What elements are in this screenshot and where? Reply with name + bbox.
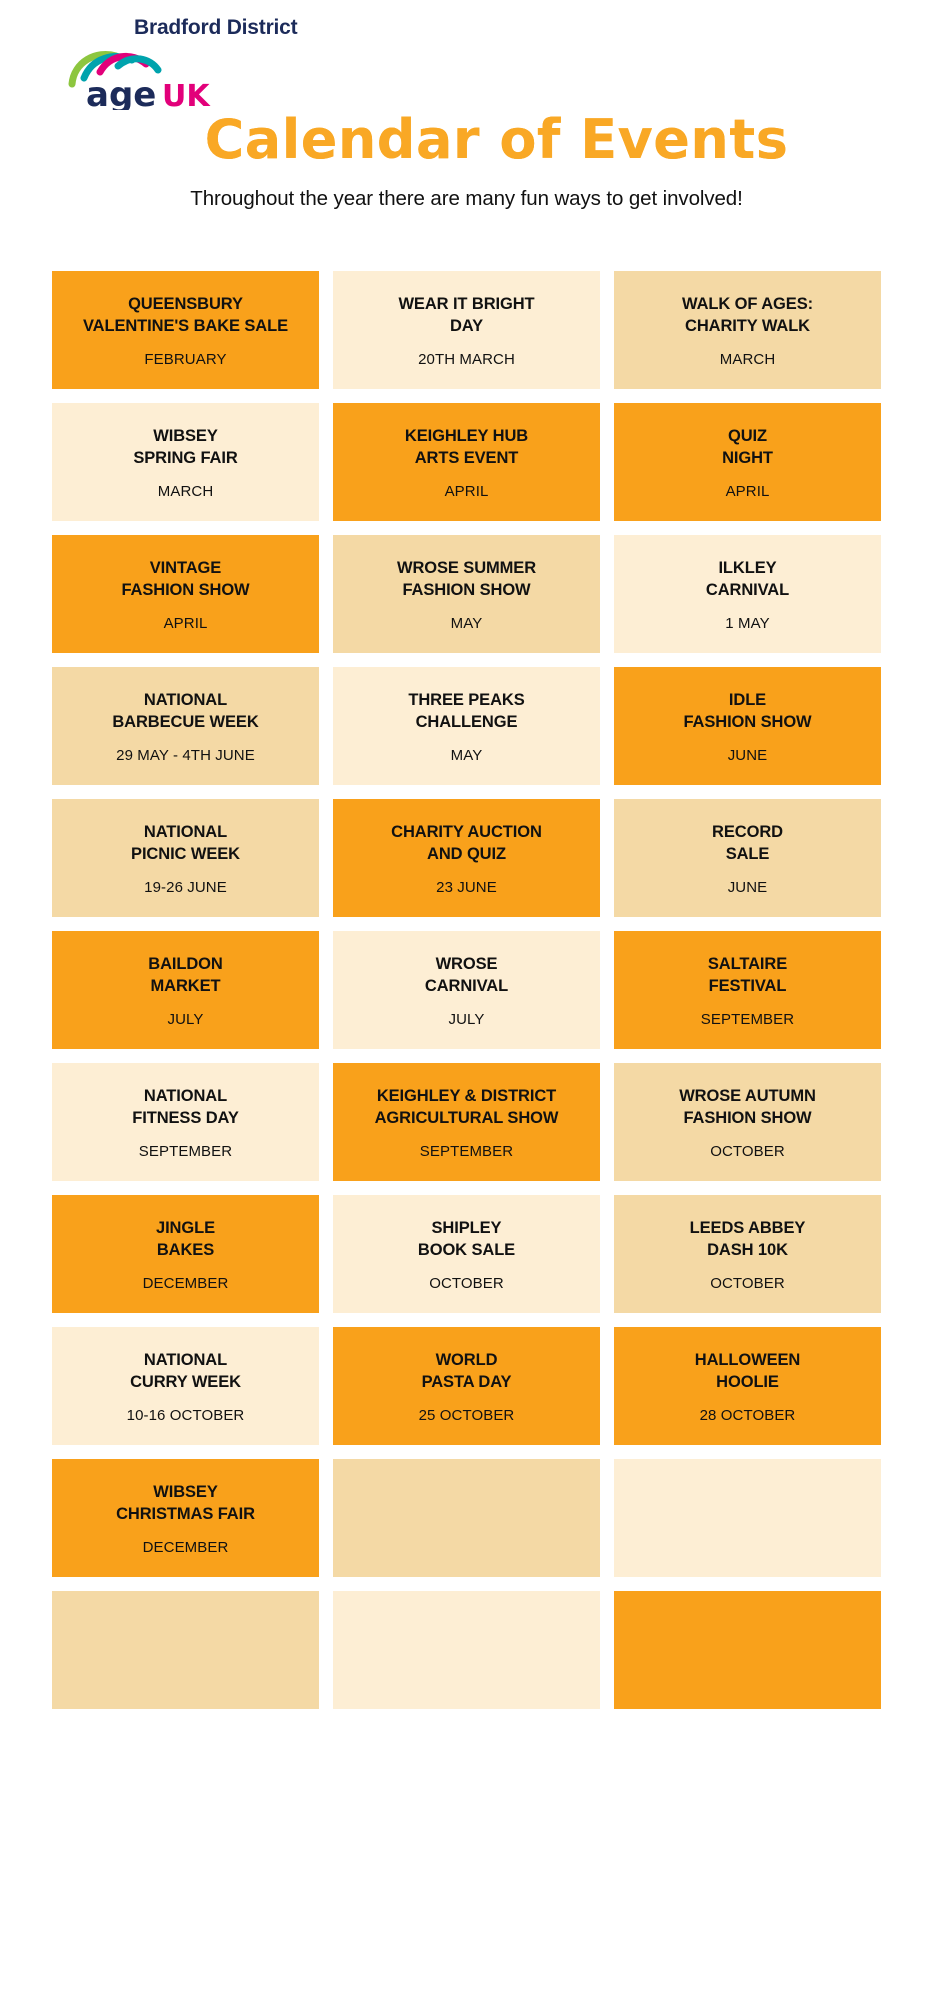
event-name-line2: ARTS EVENT [414,449,519,468]
event-date: MAY [450,746,483,764]
event-date: MAY [450,614,483,632]
event-date: OCTOBER [429,1274,504,1292]
event-cell [52,1063,319,1181]
event-date: 28 OCTOBER [699,1406,796,1424]
event-cell [333,667,600,785]
event-cell [614,1195,881,1313]
event-date: 25 OCTOBER [418,1406,515,1424]
event-name-line2: FASHION SHOW [402,581,531,600]
event-date: MARCH [719,350,776,368]
event-name: NATIONAL CURRY WEEK [130,1351,241,1392]
event-name-line2: CARNIVAL [424,977,509,996]
event-date: JULY [167,1010,204,1028]
svg-text:age: age [86,75,157,110]
event-cell [333,1195,600,1313]
event-cell [52,271,319,389]
event-date: DECEMBER [142,1274,229,1292]
event-name: KEIGHLEY & DISTRICT AGRICULTURAL SHOW [374,1087,559,1128]
event-name: RECORD SALE [712,823,783,864]
event-cell [614,931,881,1049]
event-cell [52,799,319,917]
event-cell [333,1327,600,1445]
event-name: WEAR IT BRIGHT DAY [398,295,535,336]
event-name: QUIZ NIGHT [722,427,773,468]
event-cell [52,1195,319,1313]
event-name: BAILDON MARKET [148,955,223,996]
event-date: APRIL [163,614,208,632]
page-subtitle: Throughout the year there are many fun ways to get involved! [190,187,743,211]
event-cell [333,931,600,1049]
event-name-line2: HOOLIE [716,1373,779,1392]
event-name: WORLD PASTA DAY [421,1351,512,1392]
event-cell [333,1063,600,1181]
event-cell [52,1459,319,1577]
event-name: SHIPLEY BOOK SALE [417,1219,516,1260]
page-title: Calendar of Events [204,108,789,171]
event-cell [614,1063,881,1181]
event-name: WROSE SUMMER FASHION SHOW [396,559,537,600]
event-name: HALLOWEEN HOOLIE [694,1351,801,1392]
event-cell [333,271,600,389]
event-cell-empty [333,1459,600,1577]
event-name: VINTAGE FASHION SHOW [121,559,250,600]
event-date: 29 MAY - 4TH JUNE [116,746,255,764]
event-name: CHARITY AUCTION AND QUIZ [391,823,542,864]
event-date: DECEMBER [142,1538,229,1556]
poster-header [0,0,933,211]
event-name: WIBSEY CHRISTMAS FAIR [116,1483,255,1524]
event-date: 10-16 OCTOBER [126,1406,245,1424]
event-name: NATIONAL FITNESS DAY [132,1087,239,1128]
event-name: LEEDS ABBEY DASH 10K [689,1219,806,1260]
logo-row [52,16,881,116]
event-name-line2: CHRISTMAS FAIR [116,1505,255,1524]
event-name-line2: DASH 10K [707,1241,788,1260]
event-name-line2: NIGHT [722,449,773,468]
event-cell [614,535,881,653]
event-name-line2: FESTIVAL [708,977,787,996]
event-date: JULY [448,1010,485,1028]
event-cell [614,403,881,521]
event-cell [614,799,881,917]
event-cell-empty [333,1591,600,1709]
event-name-line2: CURRY WEEK [130,1373,241,1392]
event-date: SEPTEMBER [138,1142,233,1160]
event-name-line2: BOOK SALE [417,1241,516,1260]
event-name: SALTAIRE FESTIVAL [707,955,788,996]
event-name-line2: SALE [725,845,770,864]
event-cell-empty [614,1459,881,1577]
event-date: 20TH MARCH [418,350,515,368]
event-name: ILKLEY CARNIVAL [705,559,790,600]
brand-district-label: Bradford District [134,16,298,39]
event-cell [614,667,881,785]
event-date: MARCH [157,482,214,500]
event-name-line2: AGRICULTURAL SHOW [374,1109,559,1128]
event-name: WROSE CARNIVAL [424,955,509,996]
event-name-line2: FASHION SHOW [121,581,250,600]
event-name-line2: FASHION SHOW [683,713,812,732]
event-name: THREE PEAKS CHALLENGE [408,691,525,732]
event-date: 19-26 JUNE [144,878,227,896]
event-cell-empty [614,1591,881,1709]
events-grid [52,271,881,1709]
event-cell [333,535,600,653]
event-name-line2: VALENTINE'S BAKE SALE [82,317,289,336]
event-name: QUEENSBURY VALENTINE'S BAKE SALE [82,295,289,336]
event-date: OCTOBER [710,1274,785,1292]
event-name-line2: MARKET [150,977,221,996]
event-cell [52,535,319,653]
event-name-line2: PASTA DAY [421,1373,512,1392]
event-name: WROSE AUTUMN FASHION SHOW [679,1087,816,1128]
event-cell [52,667,319,785]
event-name-line2: CHALLENGE [415,713,518,732]
event-name: NATIONAL PICNIC WEEK [131,823,240,864]
event-name-line2: FITNESS DAY [132,1109,239,1128]
svg-text:UK: UK [162,79,210,110]
event-name-line2: PICNIC WEEK [131,845,240,864]
event-name: IDLE FASHION SHOW [683,691,812,732]
event-date: APRIL [444,482,489,500]
event-name-line2: BAKES [156,1241,215,1260]
event-date: JUNE [727,746,768,764]
event-date: 23 JUNE [436,878,497,896]
event-name: WIBSEY SPRING FAIR [133,427,238,468]
event-date: JUNE [727,878,768,896]
age-uk-swoosh-logo [52,44,228,110]
event-name-line2: AND QUIZ [427,845,506,864]
event-cell [52,1327,319,1445]
event-cell-empty [52,1591,319,1709]
event-cell [614,271,881,389]
event-name-line2: FASHION SHOW [683,1109,812,1128]
event-name: JINGLE BAKES [156,1219,215,1260]
event-name-line2: CARNIVAL [705,581,790,600]
event-name-line2: BARBECUE WEEK [112,713,259,732]
event-cell [52,931,319,1049]
event-name-line2: CHARITY WALK [685,317,810,336]
event-date: OCTOBER [710,1142,785,1160]
event-name: KEIGHLEY HUB ARTS EVENT [404,427,529,468]
event-name: WALK OF AGES: CHARITY WALK [682,295,813,336]
event-date: SEPTEMBER [419,1142,514,1160]
event-date: FEBRUARY [144,350,227,368]
title-wrap [52,110,881,169]
event-date: 1 MAY [725,614,770,632]
event-cell [52,403,319,521]
event-date: APRIL [725,482,770,500]
event-name-line2: SPRING FAIR [133,449,238,468]
event-cell [333,799,600,917]
event-name: NATIONAL BARBECUE WEEK [112,691,259,732]
event-date: SEPTEMBER [700,1010,795,1028]
event-cell [614,1327,881,1445]
event-name-line2: DAY [449,317,484,336]
event-cell [333,403,600,521]
